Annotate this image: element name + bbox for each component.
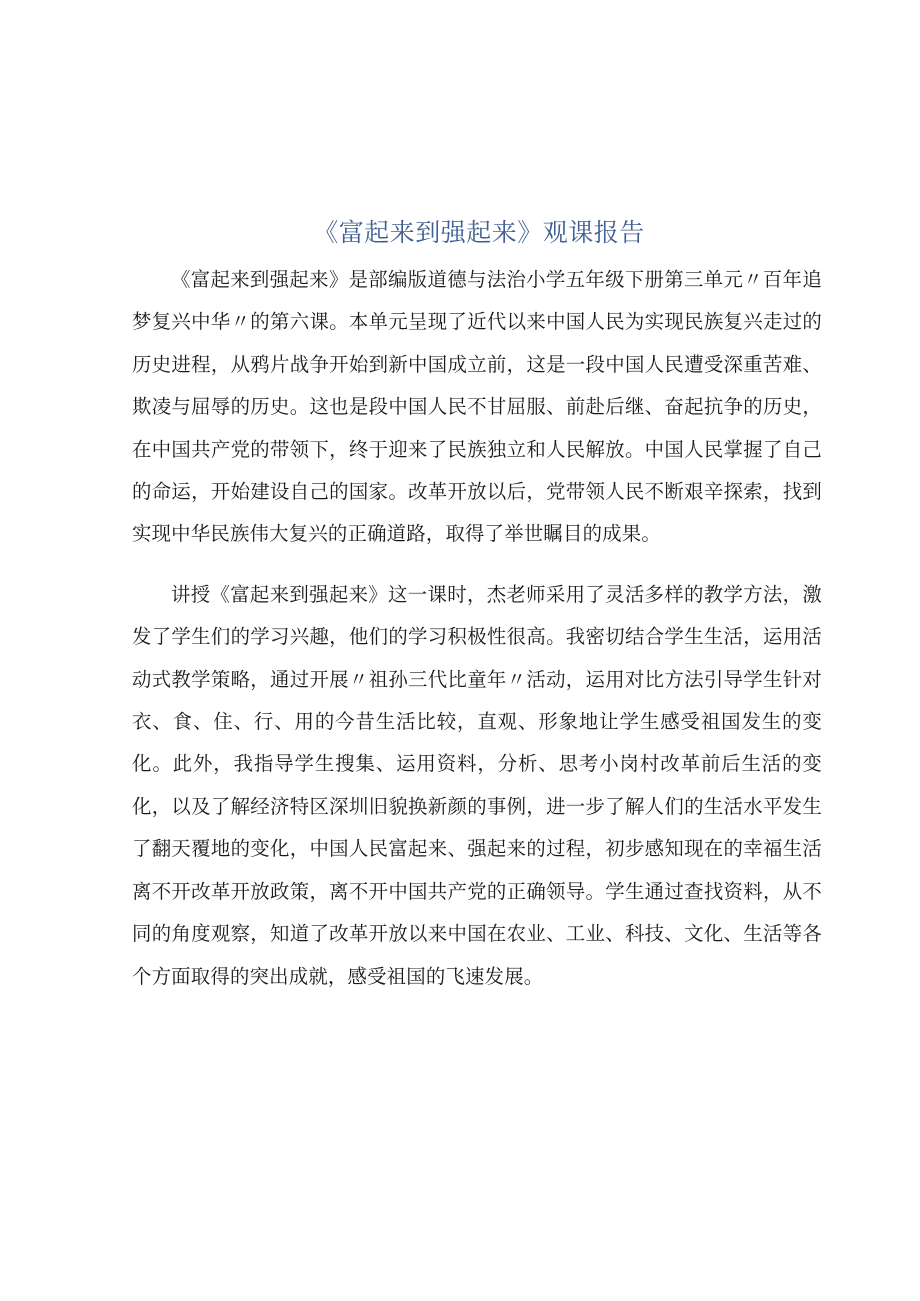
body-paragraph-1: 《富起来到强起来》是部编版道德与法治小学五年级下册第三单元〃百年追梦复兴中华〃的第六课。本单元呈现了近代以来中国人民为实现民族复兴走过的历史进程，从鸦片战争开始到新中国成立前，这是一段中国人民遭受深重苦难、欺凌与屈辱的历史。这也是段中国人民不甘屈服、前赴后继、奋起抗争的历史，在中国共产党的带领下，终于迎来了民族独立和人民解放。中国人民掌握了自己的命运，开始建设自己的国家。改革开放以后，党带领人民不断艰辛探索，找到实现中华民族伟大复兴的正确道路，取得了举世瞩目的成果。 [132,268,822,546]
document-page [132,212,822,998]
document-title: 《富起来到强起来》观课报告 [313,218,645,247]
body-paragraph-2: 讲授《富起来到强起来》这一课时，杰老师采用了灵活多样的教学方法，激发了学生们的学习兴趣，他们的学习积极性很高。我密切结合学生生活，运用活动式教学策略，通过开展〃祖孙三代比童年〃活动，运用对比方法引导学生针对衣、食、住、行、用的今昔生活比较，直观、形象地让学生感受祖国发生的变化。此外，我指导学生搜集、运用资料，分析、思考小岗村改革前后生活的变化，以及了解经济特区深圳旧貌换新颜的事例，进一步了解人们的生活水平发生了翻天覆地的变化，中国人民富起来、强起来的过程，初步感知现在的幸福生活离不开改革开放政策，离不开中国共产党的正确领导。学生通过查找资料，从不同的角度观察，知道了改革开放以来中国在农业、工业、科技、文化、生活等各个方面取得的突出成就，感受祖国的飞速发展。 [132,582,822,988]
